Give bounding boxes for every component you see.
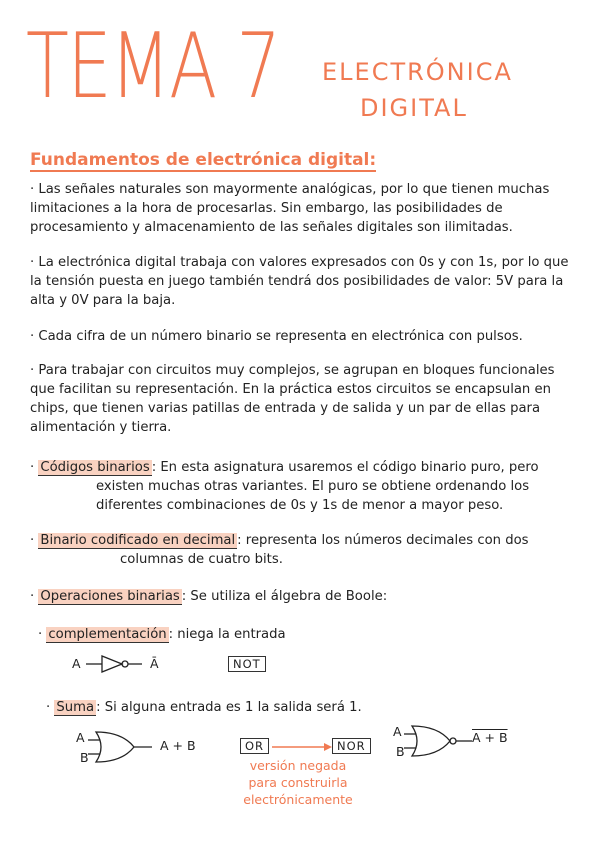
or-box: OR: [240, 738, 269, 754]
paragraph-electronica-digital: · La electrónica digital trabaja con valores expresados con 0s y con 1s, por lo que la tensión puesta en juego también tendrá dos posibilidades de valor: 5V para la alta y 0V para la baja.: [30, 255, 569, 308]
not-box: NOT: [228, 656, 266, 672]
not-input-label: A: [72, 656, 81, 671]
complementacion-label: complementación: [48, 627, 167, 642]
or-input-b-label: B: [80, 750, 89, 765]
subtitle-line2: DIGITAL: [360, 94, 468, 122]
bcd-text: : representa los números decimales con dos: [237, 533, 529, 548]
bcd-label: Binario codificado en decimal: [40, 533, 236, 548]
note-line2: para construirla: [248, 775, 348, 790]
nor-box: NOR: [332, 738, 371, 754]
operaciones-label: Operaciones binarias: [40, 589, 180, 604]
arrow-icon: [272, 740, 332, 754]
nor-output-label: A + B: [472, 730, 508, 745]
operaciones-text: : Se utiliza el álgebra de Boole:: [181, 589, 388, 604]
paragraph-pulsos: · Cada cifra de un número binario se representa en electrónica con pulsos.: [30, 329, 523, 344]
nor-input-a-label: A: [393, 724, 402, 739]
or-output-label: A + B: [160, 738, 196, 753]
suma-label: Suma: [56, 700, 95, 715]
complementacion-text: : niega la entrada: [168, 627, 286, 642]
codigos-binarios-cont2: diferentes combinaciones de 0s y 1s de menor a mayor peso.: [96, 498, 504, 513]
note-line3: electrónicamente: [243, 792, 353, 807]
bcd-cont1: columnas de cuatro bits.: [120, 552, 283, 567]
paragraph-circuitos: · Para trabajar con circuitos muy complejos, se agrupan en bloques funcionales que facilitan su representación. En la práctica estos circuitos se encapsulan en chips, que tienen varias patillas de entrada y de salida y un par de ellas para alimentación y tierra.: [30, 363, 555, 435]
paragraph-senales: · Las señales naturales son mayormente analógicas, por lo que tienen muchas limitaciones a la hora de procesarlas. Sin embargo, las posibilidades de procesamiento y almacenamiento de las señales digitales son ilimitadas.: [30, 182, 550, 235]
bcd-block: · Binario codificado en decimal : representa los números decimales con dos columnas de cuatro bits.: [30, 531, 575, 569]
operaciones-block: · Operaciones binarias : Se utiliza el álgebra de Boole:: [30, 589, 388, 604]
complementacion-block: · complementación : niega la entrada: [38, 627, 286, 642]
suma-block: · Suma : Si alguna entrada es 1 la salida será 1.: [46, 700, 362, 715]
not-gate-icon: [86, 654, 156, 674]
or-gate-icon: [88, 730, 158, 764]
codigos-binarios-text: : En esta asignatura usaremos el código binario puro, pero: [151, 460, 539, 475]
nor-input-b-label: B: [396, 744, 405, 759]
codigos-binarios-cont1: existen muchas otras variantes. El puro se obtiene ordenando los: [96, 479, 530, 494]
nor-gate-icon: [404, 724, 480, 758]
codigos-binarios-block: · Códigos binarios : En esta asignatura usaremos el código binario puro, pero existen muchas otras variantes. El puro se obtiene ordenando los diferentes combinaciones de 0s y 1s de menor a mayor peso.: [30, 458, 575, 515]
not-output-label: Ā: [150, 656, 159, 671]
or-input-a-label: A: [76, 730, 85, 745]
note-line1: versión negada: [249, 758, 347, 773]
codigos-binarios-label: Códigos binarios: [40, 460, 150, 475]
suma-text: : Si alguna entrada es 1 la salida será 1.: [96, 700, 362, 715]
section-title: Fundamentos de electrónica digital:: [30, 150, 377, 170]
note-version-negada: [238, 757, 358, 808]
subtitle-line1: ELECTRÓNICA: [322, 58, 513, 86]
tema-title: TEMA 7: [26, 14, 280, 119]
